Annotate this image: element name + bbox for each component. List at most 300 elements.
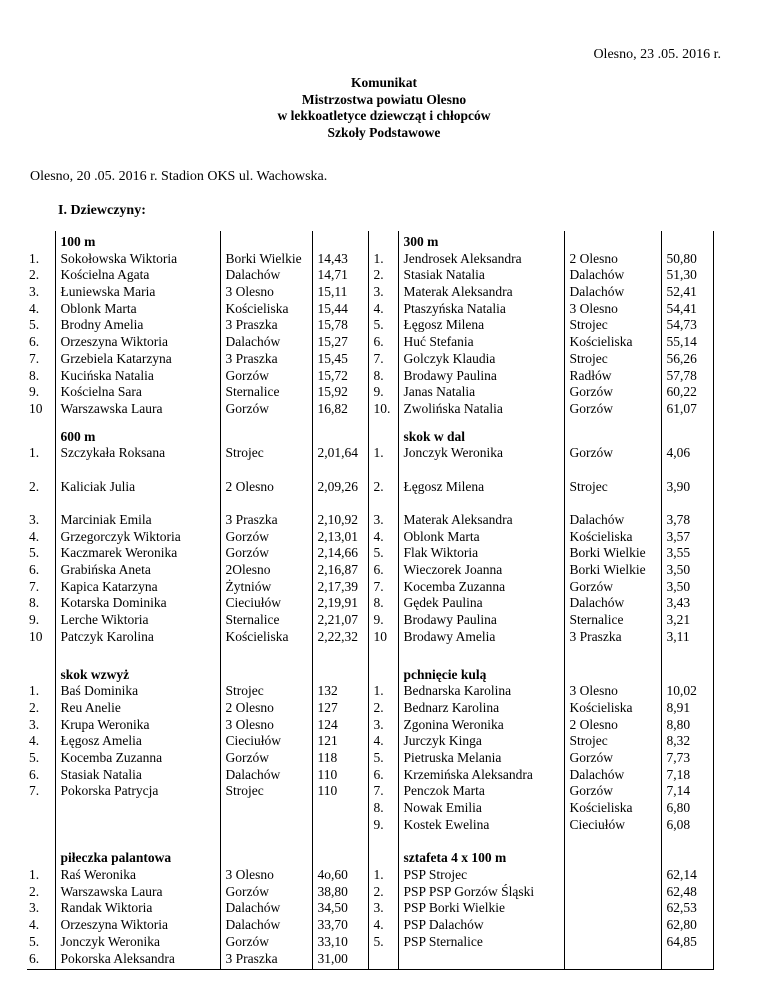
result-place: 9.: [373, 384, 384, 400]
result-name: Pokorska Patrycja: [60, 783, 159, 799]
result-name: Baś Dominika: [60, 683, 139, 699]
event-title: skok wzwyż: [60, 666, 130, 682]
result-place: 3.: [373, 716, 384, 732]
result-school: Gorzów: [225, 367, 269, 383]
result-result: 7,73: [666, 749, 691, 765]
result-school: 3 Olesno: [569, 300, 618, 316]
event-title-spacer: [318, 234, 368, 251]
result-result: 33,10: [317, 933, 348, 949]
result-place: 3.: [29, 900, 40, 916]
result-school: Gorzów: [225, 528, 269, 544]
result-school: 3 Praszka: [225, 350, 278, 366]
result-place: 5.: [29, 317, 40, 333]
result-place: 4.: [373, 733, 384, 749]
result-school: Sternalice: [225, 384, 280, 400]
result-place: 2.: [373, 883, 384, 899]
result-name: PSP Dalachów: [403, 917, 484, 933]
result-school: Sternalice: [225, 612, 280, 628]
result-result: 14,71: [317, 267, 348, 283]
result-place: 4.: [29, 300, 40, 316]
result-name: Kucińska Natalia: [60, 367, 154, 383]
result-school: Gorzów: [225, 883, 269, 899]
result-place: 6.: [373, 766, 384, 782]
result-place: 10: [29, 400, 43, 416]
result-name: PSP Sternalice: [403, 933, 483, 949]
result-place: 2.: [373, 478, 384, 494]
result-school: Kościeliska: [569, 699, 633, 715]
result-place: 1.: [29, 867, 40, 883]
result-result: 3,21: [666, 612, 691, 628]
result-place: 7.: [373, 783, 384, 799]
result-place: 1.: [373, 867, 384, 883]
result-place: 10.: [373, 400, 391, 416]
result-name: Patczyk Karolina: [60, 628, 154, 644]
result-name: Pokorska Aleksandra: [60, 950, 175, 966]
result-result: 118: [317, 749, 338, 765]
event-title-spacer: [374, 667, 398, 684]
event-title-spacer: [667, 234, 713, 251]
result-school: Borki Wielkie: [225, 250, 302, 266]
event-title-spacer: [667, 429, 713, 446]
result-result: 2,09,26: [317, 478, 358, 494]
result-name: Stasiak Natalia: [403, 267, 485, 283]
result-name: Jonczyk Weronika: [60, 933, 161, 949]
result-school: 3 Praszka: [225, 317, 278, 333]
result-school: [570, 900, 661, 917]
event-title-spacer: [570, 234, 661, 251]
result-school: [570, 884, 661, 901]
result-name: PSP Borki Wielkie: [403, 900, 505, 916]
result-result: 50,80: [666, 250, 697, 266]
result-school: Gorzów: [569, 400, 613, 416]
result-name: Materak Aleksandra: [403, 284, 513, 300]
results-block: [27, 231, 713, 426]
result-school: Dalachów: [569, 284, 625, 300]
result-result: 54,41: [666, 300, 697, 316]
result-place: 5.: [29, 749, 40, 765]
result-name: Krupa Weronika: [60, 716, 150, 732]
result-result: 2,17,39: [317, 578, 358, 594]
result-name: Oblonk Marta: [403, 528, 480, 544]
result-name: Łęgosz Milena: [403, 478, 485, 494]
heading-event: Mistrzostwa powiatu Olesno: [301, 91, 467, 107]
result-school: Dalachów: [225, 267, 281, 283]
document-date: Olesno, 23 .05. 2016 r.: [593, 47, 721, 62]
row-gap: [29, 462, 55, 479]
left-school-column: [220, 654, 312, 842]
result-school: Cieciułów: [569, 816, 625, 832]
result-place: 3.: [373, 900, 384, 916]
left-school-column: [220, 841, 312, 969]
heading-title: Komunikat: [350, 75, 418, 90]
result-name: Flak Wiktoria: [403, 545, 479, 561]
result-place: 1.: [29, 445, 40, 461]
result-name: Golczyk Klaudia: [403, 350, 496, 366]
result-place: 8.: [29, 595, 40, 611]
result-result: 15,27: [317, 334, 348, 350]
result-school: Gorzów: [225, 545, 269, 561]
row-gap: [318, 495, 368, 512]
result-name: PSP Strojec: [403, 867, 468, 883]
result-place: 5.: [373, 749, 384, 765]
result-school: Kościeliska: [569, 528, 633, 544]
result-place: 6.: [29, 950, 40, 966]
right-result-column: [661, 841, 713, 969]
left-name-column: [55, 654, 220, 842]
result-name: Łęgosz Milena: [403, 317, 485, 333]
right-place-column: [368, 841, 398, 969]
left-place-column: [27, 654, 55, 842]
result-place: 9.: [373, 612, 384, 628]
event-title-spacer: [226, 429, 312, 446]
result-name: Kaliciak Julia: [60, 478, 136, 494]
result-name: Kaczmarek Weronika: [60, 545, 178, 561]
result-place: 6.: [29, 766, 40, 782]
result-name: Reu Anelie: [60, 699, 121, 715]
result-place: 4.: [373, 300, 384, 316]
result-place: 6.: [373, 334, 384, 350]
result-result: 33,70: [317, 917, 348, 933]
right-name-column: [398, 231, 564, 426]
result-result: 64,85: [666, 933, 697, 949]
result-name: Marciniak Emila: [60, 512, 152, 527]
result-result: 3,50: [666, 578, 691, 594]
result-school: Gorzów: [569, 445, 613, 461]
result-name: Kocemba Zuzanna: [403, 578, 506, 594]
result-school: Kościeliska: [225, 300, 289, 316]
event-title-spacer: [29, 234, 55, 251]
event-title: 600 m: [60, 428, 96, 444]
result-name: Jendrosek Aleksandra: [403, 250, 522, 266]
right-place-column: [368, 654, 398, 842]
row-gap: [29, 495, 55, 512]
result-name: Zwolińska Natalia: [403, 400, 503, 416]
right-result-column: [661, 231, 713, 426]
result-result: 61,07: [666, 400, 697, 416]
event-title-spacer: [318, 429, 368, 446]
result-place: 1.: [29, 250, 40, 266]
result-school: Borki Wielkie: [569, 545, 646, 561]
heading-category: Szkoły Podstawowe: [327, 124, 441, 140]
result-name: Grzegorczyk Wiktoria: [60, 528, 181, 544]
result-name: Janas Natalia: [403, 384, 476, 400]
result-result: 6,80: [666, 800, 691, 815]
result-school: 2 Olesno: [225, 699, 274, 715]
result-school: Strojec: [225, 683, 264, 699]
result-name: Huć Stefania: [403, 334, 474, 350]
event-title-spacer: [29, 429, 55, 446]
result-name: Ptaszyńska Natalia: [403, 300, 506, 316]
result-place: 2.: [29, 699, 40, 715]
result-school: 3 Praszka: [569, 628, 622, 644]
result-place: 7.: [29, 350, 40, 366]
result-school: Dalachów: [569, 595, 625, 611]
result-place: 4.: [29, 733, 40, 749]
result-place: 4.: [373, 528, 384, 544]
result-result: 31,00: [317, 950, 348, 966]
result-school: Dalachów: [569, 267, 625, 283]
result-school: Strojec: [225, 783, 264, 799]
result-school: 3 Praszka: [225, 512, 278, 527]
result-school: 2 Olesno: [569, 250, 618, 266]
result-place: 1.: [29, 683, 40, 699]
result-result: 15,45: [317, 350, 348, 366]
event-title-spacer: [226, 850, 312, 867]
result-result: 15,44: [317, 300, 348, 316]
result-school: Dalachów: [225, 766, 281, 782]
result-school: Kościeliska: [569, 334, 633, 350]
left-result-column: [312, 231, 368, 426]
right-school-column: [564, 841, 661, 969]
left-name-column: [55, 426, 220, 654]
result-place: 7.: [373, 578, 384, 594]
event-title: pchnięcie kulą: [403, 666, 487, 682]
event-title-spacer: [570, 850, 661, 867]
result-place: 8.: [373, 595, 384, 611]
result-place: 5.: [373, 545, 384, 561]
result-result: 56,26: [666, 350, 697, 366]
result-place: 3.: [373, 284, 384, 300]
result-place: 10: [29, 628, 43, 644]
result-result: 62,48: [666, 883, 697, 899]
result-result: 62,53: [666, 900, 697, 916]
results-block: [27, 654, 713, 842]
result-school: Sternalice: [569, 612, 624, 628]
right-result-column: [661, 426, 713, 654]
row-gap: [570, 495, 661, 512]
result-place: 5.: [373, 317, 384, 333]
result-school: [570, 917, 661, 934]
result-school: 2 Olesno: [225, 478, 274, 494]
result-name: Nowak Emilia: [403, 800, 482, 815]
result-result: 34,50: [317, 900, 348, 916]
result-place: 7.: [29, 783, 40, 799]
result-place: 1.: [373, 445, 384, 461]
result-school: 2Olesno: [225, 562, 271, 578]
result-name: Randak Wiktoria: [60, 900, 153, 916]
result-place: 9.: [29, 612, 40, 628]
result-place: 5.: [373, 933, 384, 949]
result-result: 54,73: [666, 317, 697, 333]
result-name: Zgonina Weronika: [403, 716, 504, 732]
right-school-column: [564, 654, 661, 842]
result-place: 6.: [29, 562, 40, 578]
result-result: 4o,60: [317, 867, 348, 883]
result-result: 8,32: [666, 733, 691, 749]
result-place: 9.: [373, 816, 384, 832]
result-result: 2,14,66: [317, 545, 358, 561]
result-result: 2,21,07: [317, 612, 358, 628]
result-name: Grzebiela Katarzyna: [60, 350, 172, 366]
event-title-spacer: [318, 667, 368, 684]
result-result: 14,43: [317, 250, 348, 266]
result-school: 3 Olesno: [569, 683, 618, 699]
result-result: 7,18: [666, 766, 691, 782]
result-place: 5.: [29, 933, 40, 949]
result-result: 57,78: [666, 367, 697, 383]
result-name: Kotarska Dominika: [60, 595, 167, 611]
left-name-column: [55, 841, 220, 969]
result-place: 6.: [29, 334, 40, 350]
result-school: Strojec: [225, 445, 264, 461]
result-name: Brodawy Paulina: [403, 612, 497, 628]
event-title-spacer: [570, 667, 661, 684]
result-school: Gorzów: [225, 933, 269, 949]
result-name: Brodawy Amelia: [403, 628, 496, 644]
result-name: Materak Aleksandra: [403, 512, 513, 527]
results-block: [27, 841, 713, 969]
result-name: Szczykała Roksana: [60, 445, 166, 461]
result-school: Dalachów: [225, 917, 281, 933]
results-block: [27, 426, 713, 654]
result-school: 3 Praszka: [225, 950, 278, 966]
result-place: 4.: [29, 528, 40, 544]
result-result: 60,22: [666, 384, 697, 400]
result-result: 51,30: [666, 267, 697, 283]
result-name: Lerche Wiktoria: [60, 612, 149, 628]
section-title: I. Dziewczyny:: [58, 203, 146, 218]
result-name: Orzeszyna Wiktoria: [60, 334, 169, 350]
row-gap: [404, 495, 564, 512]
result-place: 2.: [373, 699, 384, 715]
result-result: 4,06: [666, 445, 691, 461]
result-result: 110: [317, 766, 338, 782]
result-school: Borki Wielkie: [569, 562, 646, 578]
result-name: Pietruska Melania: [403, 749, 502, 765]
result-school: 3 Olesno: [225, 867, 274, 883]
result-school: Dalachów: [569, 766, 625, 782]
event-title-spacer: [374, 234, 398, 251]
result-name: Oblonk Marta: [60, 300, 137, 316]
result-school: Cieciułów: [225, 595, 281, 611]
left-place-column: [27, 426, 55, 654]
result-result: 2,16,87: [317, 562, 358, 578]
event-title-spacer: [226, 667, 312, 684]
result-result: 62,80: [666, 917, 697, 933]
result-result: 2,01,64: [317, 445, 358, 461]
right-school-column: [564, 231, 661, 426]
result-name: Brodny Amelia: [60, 317, 144, 333]
result-name: Kościelna Sara: [60, 384, 142, 400]
result-place: 9.: [29, 384, 40, 400]
result-result: 121: [317, 733, 338, 749]
right-place-column: [368, 231, 398, 426]
heading-discipline: w lekkoatletyce dziewcząt i chłopców: [277, 108, 491, 123]
result-result: 15,78: [317, 317, 348, 333]
result-school: Strojec: [569, 733, 608, 749]
result-place: 3.: [373, 512, 384, 527]
result-result: 3,55: [666, 545, 691, 561]
result-result: 3,11: [666, 628, 690, 644]
result-school: Dalachów: [225, 900, 281, 916]
result-school: Gorzów: [569, 749, 613, 765]
result-result: 3,78: [666, 512, 691, 527]
result-name: Kocemba Zuzanna: [60, 749, 163, 765]
result-place: 5.: [29, 545, 40, 561]
result-school: Cieciułów: [225, 733, 281, 749]
result-result: 127: [317, 699, 338, 715]
result-place: 8.: [373, 800, 384, 815]
result-name: Warszawska Laura: [60, 883, 163, 899]
result-school: Gorzów: [569, 384, 613, 400]
result-result: 2,10,92: [317, 512, 358, 527]
result-name: PSP PSP Gorzów Śląski: [403, 883, 535, 899]
row-gap: [404, 462, 564, 479]
result-result: 62,14: [666, 867, 697, 883]
result-school: Żytniów: [225, 578, 272, 594]
row-gap: [667, 462, 713, 479]
result-result: 110: [317, 783, 338, 799]
result-name: Kapica Katarzyna: [60, 578, 158, 594]
result-result: 124: [317, 716, 338, 732]
result-place: 10: [373, 628, 387, 644]
result-result: 52,41: [666, 284, 697, 300]
result-name: Kościelna Agata: [60, 267, 150, 283]
row-gap: [226, 462, 312, 479]
result-result: 10,02: [666, 683, 697, 699]
result-name: Bednarska Karolina: [403, 683, 512, 699]
result-name: Penczok Marta: [403, 783, 485, 799]
result-place: 4.: [373, 917, 384, 933]
left-school-column: [220, 231, 312, 426]
event-title-spacer: [374, 850, 398, 867]
result-place: 1.: [373, 683, 384, 699]
result-result: 2,22,32: [317, 628, 358, 644]
result-school: Kościeliska: [569, 800, 633, 815]
row-gap: [61, 462, 220, 479]
result-school: Strojec: [569, 478, 608, 494]
left-place-column: [27, 841, 55, 969]
result-name: Łuniewska Maria: [60, 284, 156, 300]
result-school: Dalachów: [225, 334, 281, 350]
result-place: 4.: [29, 917, 40, 933]
right-name-column: [398, 654, 564, 842]
event-title: skok w dal: [403, 428, 466, 444]
result-school: [570, 867, 661, 884]
result-school: Gorzów: [225, 749, 269, 765]
result-school: Gorzów: [569, 783, 613, 799]
result-name: Gędek Paulina: [403, 595, 483, 611]
result-result: 2,13,01: [317, 528, 358, 544]
result-place: 3.: [29, 284, 40, 300]
row-gap: [374, 495, 398, 512]
event-title-spacer: [318, 850, 368, 867]
result-result: 3,90: [666, 478, 691, 494]
result-result: 8,80: [666, 716, 691, 732]
result-school: 3 Olesno: [225, 284, 274, 300]
result-result: 3,57: [666, 528, 691, 544]
right-school-column: [564, 426, 661, 654]
event-title: 300 m: [403, 234, 439, 249]
result-place: 7.: [373, 350, 384, 366]
result-place: 6.: [373, 562, 384, 578]
left-result-column: [312, 654, 368, 842]
result-name: Jurczyk Kinga: [403, 733, 482, 749]
row-gap: [226, 495, 312, 512]
row-gap: [667, 495, 713, 512]
result-school: [570, 934, 661, 951]
result-result: 2,19,91: [317, 595, 358, 611]
result-school: Radłów: [569, 367, 612, 383]
result-place: 2.: [373, 267, 384, 283]
result-place: 8.: [29, 367, 40, 383]
result-place: 3.: [29, 512, 40, 527]
left-school-column: [220, 426, 312, 654]
result-result: 8,91: [666, 699, 691, 715]
event-title-spacer: [374, 429, 398, 446]
left-result-column: [312, 426, 368, 654]
left-name-column: [55, 231, 220, 426]
